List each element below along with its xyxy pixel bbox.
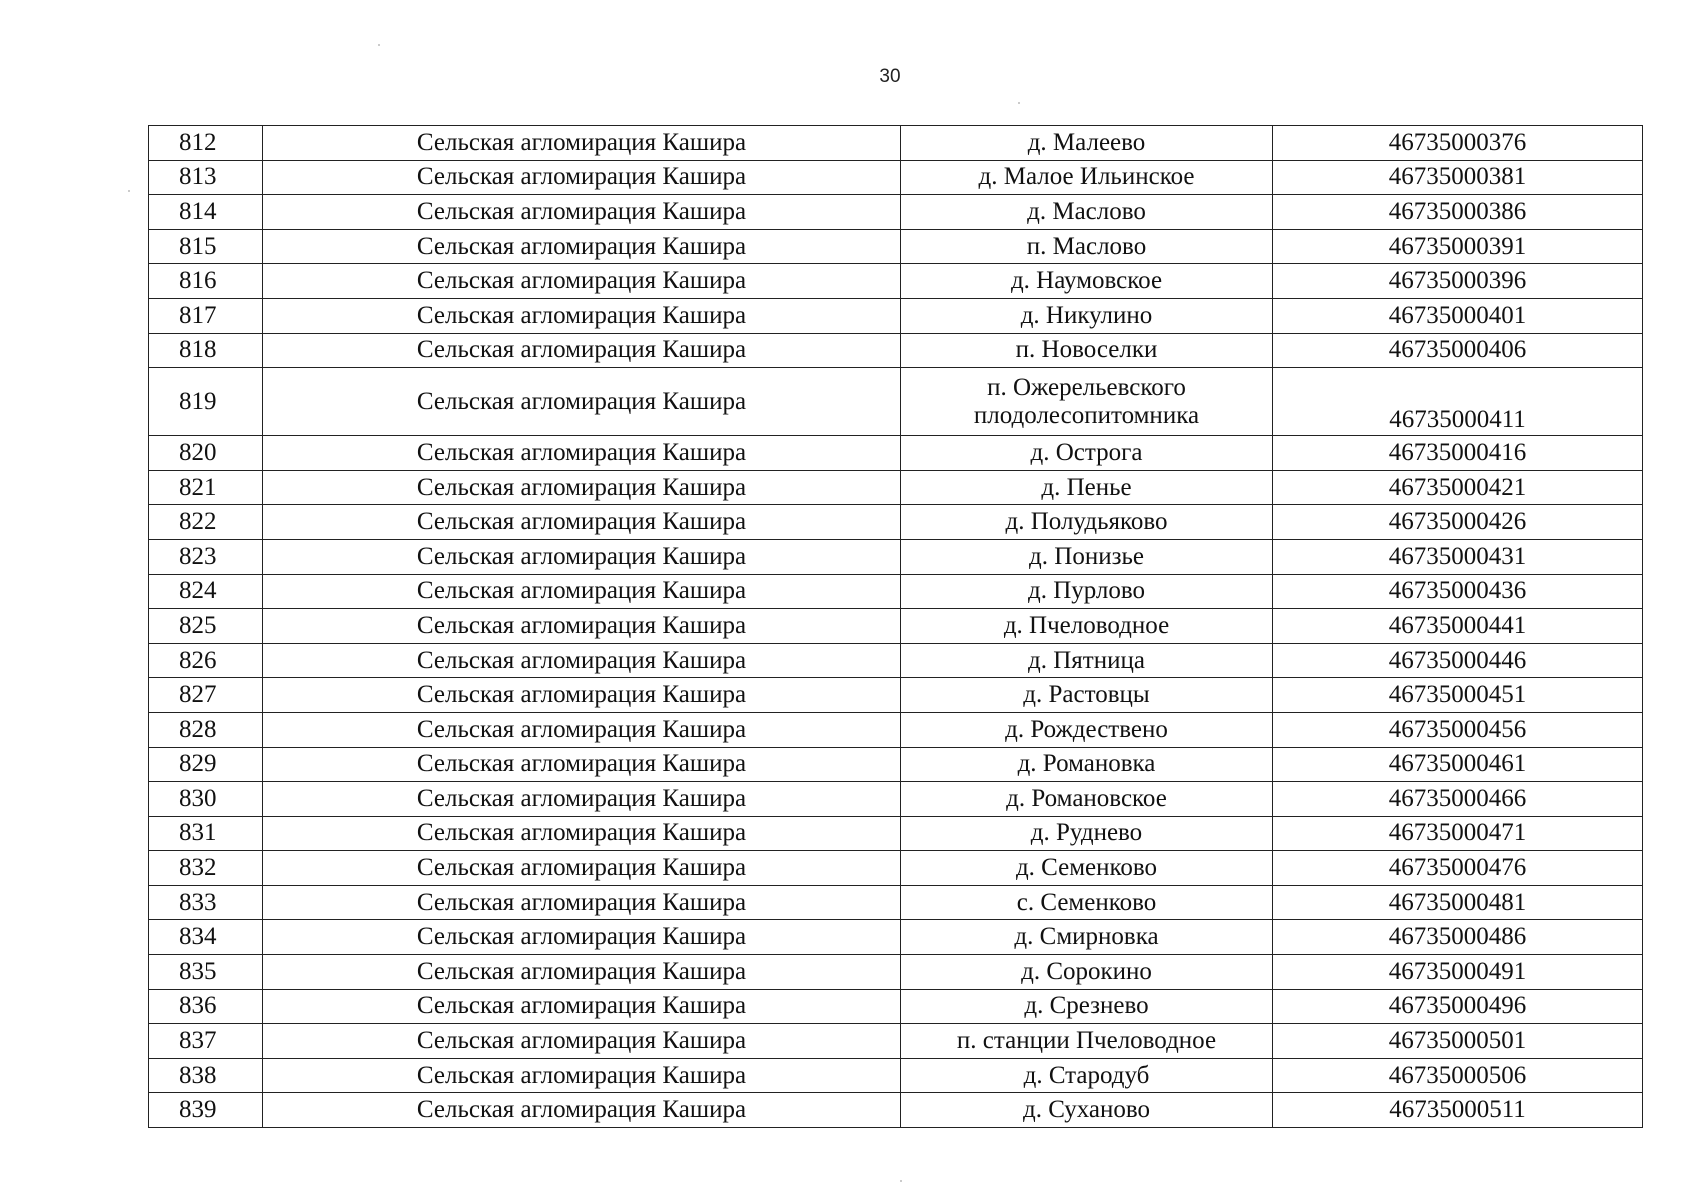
row-number-cell: 816 bbox=[149, 264, 263, 299]
agglomeration-cell: Сельская агломирация Кашира bbox=[263, 678, 901, 713]
table-row bbox=[149, 160, 1643, 195]
locality-cell: д. Пурлово bbox=[901, 574, 1273, 609]
row-number-cell: 822 bbox=[149, 505, 263, 540]
agglomeration-cell: Сельская агломирация Кашира bbox=[263, 643, 901, 678]
agglomeration-cell: Сельская агломирация Кашира bbox=[263, 195, 901, 230]
page-number: 30 bbox=[879, 66, 901, 87]
table-row bbox=[149, 195, 1643, 230]
locality-cell: п. Маслово bbox=[901, 229, 1273, 264]
locality-cell: д. Романовка bbox=[901, 747, 1273, 782]
agglomeration-cell: Сельская агломирация Кашира bbox=[263, 574, 901, 609]
row-number-cell: 825 bbox=[149, 609, 263, 644]
row-number-cell: 832 bbox=[149, 851, 263, 886]
row-number-cell: 828 bbox=[149, 712, 263, 747]
agglomeration-cell: Сельская агломирация Кашира bbox=[263, 885, 901, 920]
locality-cell: д. Малеево bbox=[901, 126, 1273, 161]
locality-cell: д. Суханово bbox=[901, 1093, 1273, 1128]
locality-cell: п. Новоселки bbox=[901, 333, 1273, 368]
code-cell: 46735000376 bbox=[1273, 126, 1643, 161]
table-row bbox=[149, 436, 1643, 471]
locality-cell: д. Рождествено bbox=[901, 712, 1273, 747]
table-row bbox=[149, 1093, 1643, 1128]
scan-speck bbox=[378, 44, 380, 46]
table-row bbox=[149, 1024, 1643, 1059]
code-cell: 46735000491 bbox=[1273, 955, 1643, 990]
agglomeration-cell: Сельская агломирация Кашира bbox=[263, 816, 901, 851]
code-cell: 46735000481 bbox=[1273, 885, 1643, 920]
row-number-cell: 831 bbox=[149, 816, 263, 851]
code-cell: 46735000451 bbox=[1273, 678, 1643, 713]
locality-cell: д. Романовское bbox=[901, 782, 1273, 817]
code-cell: 46735000486 bbox=[1273, 920, 1643, 955]
code-cell: 46735000421 bbox=[1273, 470, 1643, 505]
code-cell: 46735000496 bbox=[1273, 989, 1643, 1024]
row-number-cell: 830 bbox=[149, 782, 263, 817]
scan-speck bbox=[1018, 102, 1020, 104]
code-cell: 46735000416 bbox=[1273, 436, 1643, 471]
agglomeration-cell: Сельская агломирация Кашира bbox=[263, 955, 901, 990]
row-number-cell: 814 bbox=[149, 195, 263, 230]
locality-cell: д. Пчеловодное bbox=[901, 609, 1273, 644]
scan-speck bbox=[128, 190, 130, 192]
row-number-cell: 833 bbox=[149, 885, 263, 920]
row-number-cell: 817 bbox=[149, 298, 263, 333]
locality-cell: д. Срезнево bbox=[901, 989, 1273, 1024]
agglomeration-cell: Сельская агломирация Кашира bbox=[263, 126, 901, 161]
code-cell: 46735000386 bbox=[1273, 195, 1643, 230]
code-cell: 46735000381 bbox=[1273, 160, 1643, 195]
row-number-cell: 815 bbox=[149, 229, 263, 264]
row-number-cell: 827 bbox=[149, 678, 263, 713]
code-cell: 46735000411 bbox=[1273, 368, 1643, 436]
code-cell: 46735000471 bbox=[1273, 816, 1643, 851]
locality-cell: д. Острога bbox=[901, 436, 1273, 471]
table-row bbox=[149, 333, 1643, 368]
table-row bbox=[149, 643, 1643, 678]
table-row bbox=[149, 574, 1643, 609]
code-cell: 46735000436 bbox=[1273, 574, 1643, 609]
row-number-cell: 820 bbox=[149, 436, 263, 471]
agglomeration-cell: Сельская агломирация Кашира bbox=[263, 782, 901, 817]
locality-cell: с. Семенково bbox=[901, 885, 1273, 920]
agglomeration-cell: Сельская агломирация Кашира bbox=[263, 470, 901, 505]
table-row bbox=[149, 678, 1643, 713]
code-cell: 46735000426 bbox=[1273, 505, 1643, 540]
code-cell: 46735000456 bbox=[1273, 712, 1643, 747]
agglomeration-cell: Сельская агломирация Кашира bbox=[263, 333, 901, 368]
table-row bbox=[149, 782, 1643, 817]
row-number-cell: 818 bbox=[149, 333, 263, 368]
agglomeration-cell: Сельская агломирация Кашира bbox=[263, 1024, 901, 1059]
row-number-cell: 813 bbox=[149, 160, 263, 195]
code-cell: 46735000431 bbox=[1273, 539, 1643, 574]
code-cell: 46735000391 bbox=[1273, 229, 1643, 264]
agglomeration-cell: Сельская агломирация Кашира bbox=[263, 920, 901, 955]
row-number-cell: 823 bbox=[149, 539, 263, 574]
agglomeration-cell: Сельская агломирация Кашира bbox=[263, 1058, 901, 1093]
agglomeration-cell: Сельская агломирация Кашира bbox=[263, 1093, 901, 1128]
locality-cell: д. Пенье bbox=[901, 470, 1273, 505]
row-number-cell: 838 bbox=[149, 1058, 263, 1093]
code-cell: 46735000446 bbox=[1273, 643, 1643, 678]
table-row bbox=[149, 505, 1643, 540]
code-cell: 46735000511 bbox=[1273, 1093, 1643, 1128]
locality-cell: д. Сорокино bbox=[901, 955, 1273, 990]
locality-cell: д. Полудьяково bbox=[901, 505, 1273, 540]
locality-cell: п. Ожерельевского плодолесопитомника bbox=[901, 368, 1273, 436]
agglomeration-cell: Сельская агломирация Кашира bbox=[263, 264, 901, 299]
table-row bbox=[149, 229, 1643, 264]
table-row bbox=[149, 609, 1643, 644]
settlements-table bbox=[148, 125, 1643, 1128]
agglomeration-cell: Сельская агломирация Кашира bbox=[263, 436, 901, 471]
code-cell: 46735000441 bbox=[1273, 609, 1643, 644]
agglomeration-cell: Сельская агломирация Кашира bbox=[263, 298, 901, 333]
locality-cell: д. Руднево bbox=[901, 816, 1273, 851]
code-cell: 46735000406 bbox=[1273, 333, 1643, 368]
table-row bbox=[149, 989, 1643, 1024]
row-number-cell: 837 bbox=[149, 1024, 263, 1059]
table-row bbox=[149, 955, 1643, 990]
row-number-cell: 812 bbox=[149, 126, 263, 161]
locality-cell: д. Наумовское bbox=[901, 264, 1273, 299]
row-number-cell: 835 bbox=[149, 955, 263, 990]
agglomeration-cell: Сельская агломирация Кашира bbox=[263, 505, 901, 540]
row-number-cell: 826 bbox=[149, 643, 263, 678]
code-cell: 46735000396 bbox=[1273, 264, 1643, 299]
locality-cell: д. Малое Ильинское bbox=[901, 160, 1273, 195]
row-number-cell: 821 bbox=[149, 470, 263, 505]
agglomeration-cell: Сельская агломирация Кашира bbox=[263, 368, 901, 436]
agglomeration-cell: Сельская агломирация Кашира bbox=[263, 160, 901, 195]
table-row bbox=[149, 885, 1643, 920]
table-row bbox=[149, 920, 1643, 955]
agglomeration-cell: Сельская агломирация Кашира bbox=[263, 539, 901, 574]
row-number-cell: 839 bbox=[149, 1093, 263, 1128]
code-cell: 46735000476 bbox=[1273, 851, 1643, 886]
locality-cell: д. Растовцы bbox=[901, 678, 1273, 713]
agglomeration-cell: Сельская агломирация Кашира bbox=[263, 989, 901, 1024]
code-cell: 46735000506 bbox=[1273, 1058, 1643, 1093]
locality-cell: п. станции Пчеловодное bbox=[901, 1024, 1273, 1059]
locality-cell: д. Смирновка bbox=[901, 920, 1273, 955]
locality-cell: д. Семенково bbox=[901, 851, 1273, 886]
table-row bbox=[149, 470, 1643, 505]
table-row bbox=[149, 298, 1643, 333]
row-number-cell: 836 bbox=[149, 989, 263, 1024]
locality-cell: д. Пятница bbox=[901, 643, 1273, 678]
agglomeration-cell: Сельская агломирация Кашира bbox=[263, 712, 901, 747]
agglomeration-cell: Сельская агломирация Кашира bbox=[263, 747, 901, 782]
table-row bbox=[149, 264, 1643, 299]
locality-cell: д. Стародуб bbox=[901, 1058, 1273, 1093]
row-number-cell: 834 bbox=[149, 920, 263, 955]
locality-cell: д. Маслово bbox=[901, 195, 1273, 230]
row-number-cell: 829 bbox=[149, 747, 263, 782]
locality-cell: д. Понизье bbox=[901, 539, 1273, 574]
scan-speck bbox=[900, 1180, 902, 1182]
agglomeration-cell: Сельская агломирация Кашира bbox=[263, 229, 901, 264]
row-number-cell: 819 bbox=[149, 368, 263, 436]
code-cell: 46735000466 bbox=[1273, 782, 1643, 817]
table-row bbox=[149, 126, 1643, 161]
table-row bbox=[149, 1058, 1643, 1093]
table-row bbox=[149, 712, 1643, 747]
table-row bbox=[149, 368, 1643, 436]
table-row bbox=[149, 539, 1643, 574]
table-row bbox=[149, 816, 1643, 851]
locality-cell: д. Никулино bbox=[901, 298, 1273, 333]
table-row bbox=[149, 851, 1643, 886]
code-cell: 46735000401 bbox=[1273, 298, 1643, 333]
table-body bbox=[149, 126, 1643, 1128]
agglomeration-cell: Сельская агломирация Кашира bbox=[263, 851, 901, 886]
code-cell: 46735000501 bbox=[1273, 1024, 1643, 1059]
row-number-cell: 824 bbox=[149, 574, 263, 609]
table-row bbox=[149, 747, 1643, 782]
code-cell: 46735000461 bbox=[1273, 747, 1643, 782]
agglomeration-cell: Сельская агломирация Кашира bbox=[263, 609, 901, 644]
